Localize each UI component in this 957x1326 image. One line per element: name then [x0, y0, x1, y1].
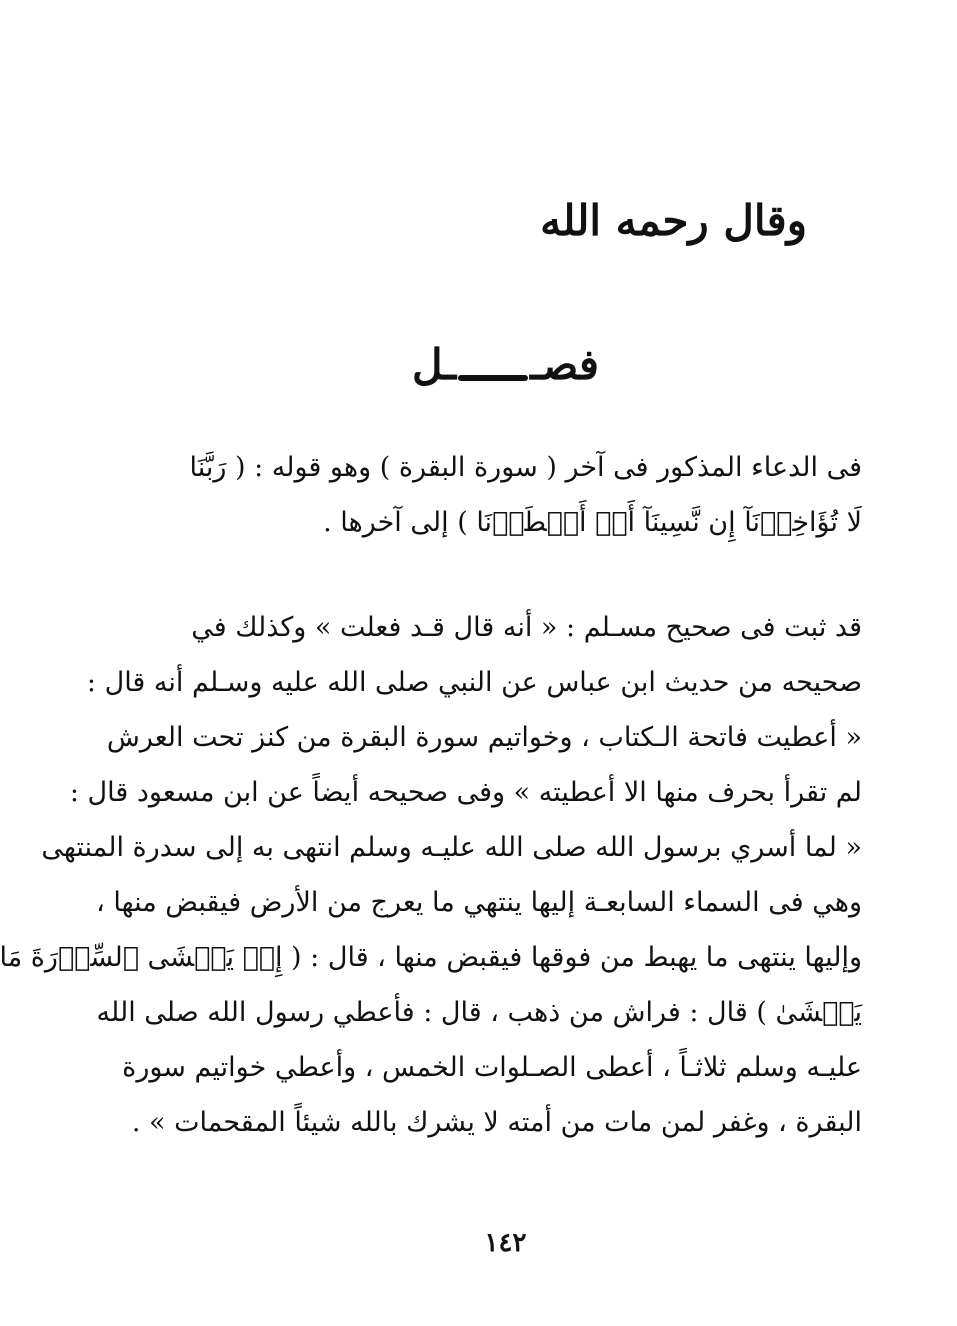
paragraph-line: عليـه وسلم ثلاثـاً ، أعطى الصـلوات الخمس ، وأعطي خواتيم سورة [122, 1052, 862, 1083]
kashida-stroke [458, 375, 528, 381]
page-number: ١٤٢ [484, 1228, 527, 1258]
paragraph-line: « أعطيت فاتحة الـكتاب ، وخواتيم سورة البقرة من كنز تحت العرش [106, 722, 862, 753]
section-title-start: فصـ [530, 340, 599, 389]
paragraph-line: قد ثبت فى صحيح مسـلم : « أنه قال قـد فعلت » وكذلك في [191, 612, 862, 643]
section-title [54, 340, 957, 390]
paragraph-line: البقرة ، وغفر لمن مات من أمته لا يشرك بالله شيئاً المقحمات » . [131, 1107, 862, 1138]
paragraph-line: « لما أسري برسول الله صلى الله عليـه وسلم انتهى به إلى سدرة المنتهى [41, 832, 862, 863]
paragraph-body [0, 600, 862, 1150]
paragraph-line: صحيحه من حديث ابن عباس عن النبي صلى الله عليه وسـلم أنه قال : [86, 667, 862, 698]
chapter-heading: وقال رحمه الله [540, 196, 807, 245]
section-title-end: ـل [412, 340, 457, 389]
paragraph-line: لَا تُؤَاخِذۡنَآ إِن نَّسِينَآ أَوۡ أَخۡطَأۡنَا ) إلى آخرها . [323, 507, 862, 538]
paragraph-line: وإليها ينتهى ما يهبط من فوقها فيقبض منها ، قال : ( إِذۡ يَغۡشَى ٱلسِّدۡرَةَ مَا [0, 942, 862, 973]
paragraph-line: يَغۡشَىٰ ) قال : فراش من ذهب ، قال : فأعطي رسول الله صلى الله [96, 997, 862, 1028]
paragraph-line: فى الدعاء المذكور فى آخر ( سورة البقرة ) وهو قوله : ( رَبَّنَا [189, 452, 862, 483]
paragraph-line: وهي فى السماء السابعـة إليها ينتهي ما يعرج من الأرض فيقبض منها ، [96, 887, 862, 918]
paragraph-intro [146, 440, 862, 550]
paragraph-line: لم تقرأ بحرف منها الا أعطيته » وفى صحيحه أيضاً عن ابن مسعود قال : [69, 777, 862, 808]
